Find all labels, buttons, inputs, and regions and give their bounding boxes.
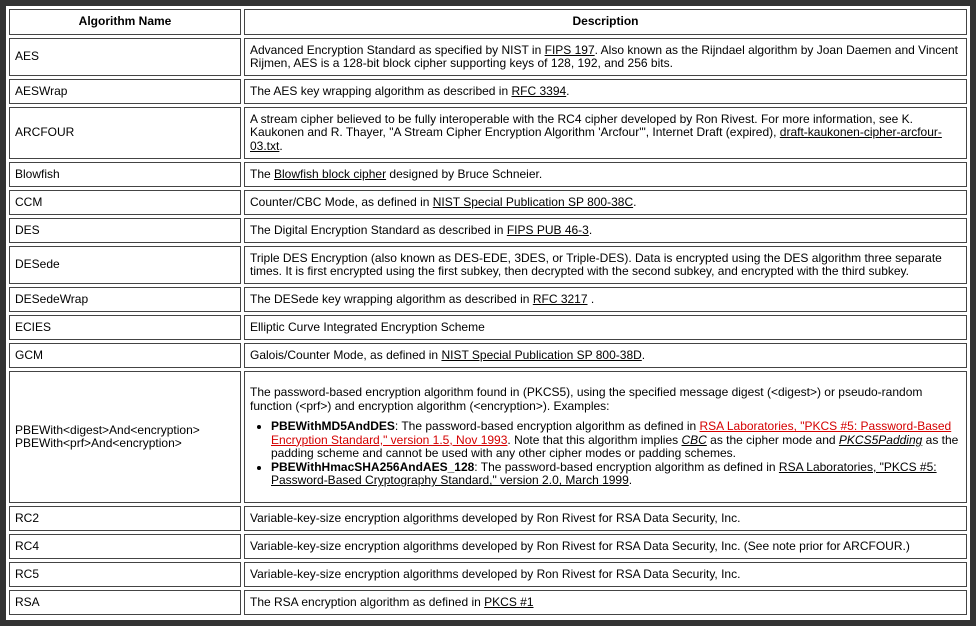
table-row [9,590,967,615]
algorithm-name-cell: RC5 [9,562,241,587]
pbe-examples-list [250,420,961,488]
table-frame [6,6,970,620]
algorithm-name-cell: DES [9,218,241,243]
table-row [9,315,967,340]
fips-pub-46-3-link[interactable]: FIPS PUB 46-3 [506,222,589,237]
sp-800-38d-link[interactable]: NIST Special Publication SP 800-38D [441,347,642,362]
description-text: . [588,222,593,237]
description-text: The [250,166,275,181]
fips-197-link[interactable]: FIPS 197 [544,42,595,57]
pbe-name-digest: PBEWith<digest>And<encryption> [15,422,200,437]
description-cell [244,343,967,368]
pbe-example-name: PBEWithHmacSHA256AndAES_128 [271,459,475,474]
algorithm-name-cell: RC4 [9,534,241,559]
description-cell: Variable-key-size encryption algorithms developed by Ron Rivest for RSA Data Security, Inc. (See note prior for ARCFOUR.) [244,534,967,559]
header-description: Description [244,9,967,35]
description-text: Galois/Counter Mode, as defined in [250,347,442,362]
description-text: . Note that this algorithm implies [507,432,682,447]
table-row [9,107,967,159]
description-cell [244,162,967,187]
description-text: as the padding scheme and cannot be used with any other cipher modes or padding schemes. [271,432,959,461]
description-cell: Elliptic Curve Integrated Encryption Scheme [244,315,967,340]
description-text: designed by Bruce Schneier. [386,166,543,181]
description-text: The DESede key wrapping algorithm as described in [250,291,533,306]
description-text: . [587,291,595,306]
description-text: . Also known as the Rijndael algorithm by Joan Daemen and Vincent Rijmen, AES is a 128-bit block cipher supporting keys of 128, 192, and 256 bits. [250,42,958,70]
table-row [9,162,967,187]
table-row [9,562,967,587]
algorithm-name-cell: ECIES [9,315,241,340]
description-cell: Variable-key-size encryption algorithms developed by Ron Rivest for RSA Data Security, Inc. [244,562,967,587]
pbe-example-name: PBEWithMD5AndDES [271,419,395,434]
table-row [9,506,967,531]
table-row [9,287,967,312]
description-text: . [628,473,633,488]
table-row [9,343,967,368]
rfc-3394-link[interactable]: RFC 3394 [511,83,567,98]
description-text: The AES key wrapping algorithm as described in [250,83,512,98]
algorithm-name-cell [9,371,241,503]
description-text: The RSA encryption algorithm as defined in [250,594,485,609]
table-row [9,190,967,215]
description-cell [244,107,967,159]
description-text: Counter/CBC Mode, as defined in [250,194,433,209]
pbe-name-prf: PBEWith<prf>And<encryption> [15,436,182,450]
description-cell [244,287,967,312]
blowfish-link[interactable]: Blowfish block cipher [274,166,387,181]
sp-800-38c-link[interactable]: NIST Special Publication SP 800-38C [432,194,634,209]
header-algorithm-name: Algorithm Name [9,9,241,35]
pkcs1-link[interactable]: PKCS #1 [484,594,534,609]
cbc-link-text: CBC [681,432,707,447]
list-item [271,420,961,461]
algorithm-name-cell: AESWrap [9,79,241,104]
pkcs5-v20-link[interactable]: RSA Laboratories, "PKCS #5: Password-Based Cryptography Standard," version 2.0, March 1999 [271,459,937,488]
description-text: as the cipher mode and [706,432,839,447]
algorithm-table [6,6,970,618]
description-cell [244,190,967,215]
description-cell [244,79,967,104]
pkcs5-v15-link[interactable]: RSA Laboratories, "PKCS #5: Password-Based Encryption Standard," version 1.5, Nov 1993 [271,419,952,447]
table-row [9,246,967,284]
pkcs5padding-link-text: PKCS5Padding [838,432,923,447]
algorithm-name-cell: RC2 [9,506,241,531]
description-text: The Digital Encryption Standard as described in [250,222,507,237]
algorithm-name-cell: Blowfish [9,162,241,187]
description-text: . [641,347,646,362]
pkcs5padding-link[interactable] [839,433,922,447]
description-cell [244,38,967,76]
algorithm-name-cell: CCM [9,190,241,215]
description-cell [244,218,967,243]
description-cell [244,590,967,615]
cbc-link[interactable] [681,433,706,447]
table-row [9,79,967,104]
description-text: A stream cipher believed to be fully interoperable with the RC4 cipher developed by Ron Rivest. For more information, see K. Kaukonen and R. Thayer, "A Stream Cipher Encryption Algorithm 'Arcfour'", Internet Draft (expired), [250,111,913,140]
draft-arcfour-link[interactable]: draft-kaukonen-cipher-arcfour-03.txt [250,125,942,153]
description-text: : The password-based encryption algorithm as defined in [474,459,779,474]
description-cell: Variable-key-size encryption algorithms developed by Ron Rivest for RSA Data Security, Inc. [244,506,967,531]
header-row [9,9,967,35]
table-row [9,371,967,503]
description-cell: Triple DES Encryption (also known as DES-EDE, 3DES, or Triple-DES). Data is encrypted using the DES algorithm three separate times. It is first encrypted using the first subkey, then decrypted with the second subkey, and encrypted with the third subkey. [244,246,967,284]
description-text: . [633,194,637,209]
description-text: . [566,83,570,98]
table-row [9,218,967,243]
description-text: Advanced Encryption Standard as specified by NIST in [250,42,545,57]
algorithm-name-cell: RSA [9,590,241,615]
algorithm-name-cell: DESede [9,246,241,284]
algorithm-name-cell: AES [9,38,241,76]
pbe-intro-text: The password-based encryption algorithm found in (PKCS5), using the specified message digest (<digest>) or pseudo-random function (<prf>) and encryption algorithm (<encryption>). Examples: [250,385,923,413]
description-cell [244,371,967,503]
description-text: . [279,138,283,153]
algorithm-name-cell: DESedeWrap [9,287,241,312]
rfc-3217-link[interactable]: RFC 3217 [532,291,588,306]
algorithm-name-cell: GCM [9,343,241,368]
table-row [9,38,967,76]
list-item [271,461,961,488]
algorithm-name-cell: ARCFOUR [9,107,241,159]
table-row [9,534,967,559]
description-text: : The password-based encryption algorithm as defined in [394,419,700,434]
